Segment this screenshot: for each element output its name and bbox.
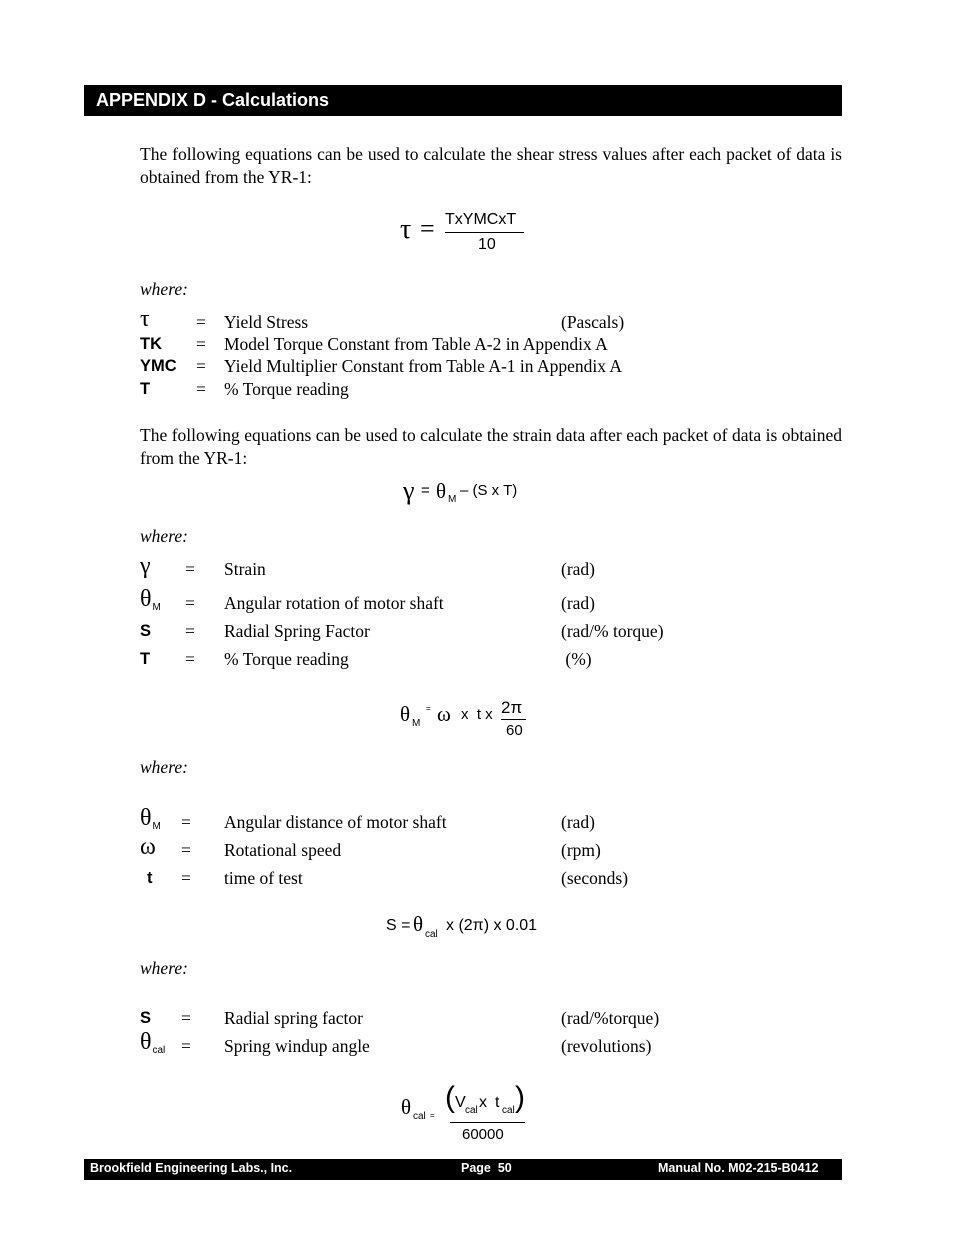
formula-denominator: 60000 <box>462 1126 504 1143</box>
formula-v: V <box>455 1094 466 1111</box>
intro-paragraph-shear-stress: The following equations can be used to calculate the shear stress values after each packet of data is obtained from the YR-1: <box>140 144 842 187</box>
formula-equals: = <box>421 482 430 499</box>
page-footer <box>84 1159 842 1180</box>
footer-company: Brookfield Engineering Labs., Inc. <box>90 1161 293 1175</box>
fraction-line <box>445 232 524 233</box>
formula-subscript: M <box>412 718 421 729</box>
def-symbol: τ <box>140 306 150 332</box>
def-description: time of test <box>224 868 303 888</box>
where-label: where: <box>140 757 188 777</box>
def-description: Radial Spring Factor <box>224 621 370 641</box>
formula-subscript: cal <box>425 929 438 940</box>
def-description: Yield Stress <box>224 312 309 332</box>
def-description: Angular distance of motor shaft <box>224 812 447 832</box>
footer-page-number: Page 50 <box>461 1161 512 1175</box>
def-description: Angular rotation of motor shaft <box>224 593 444 613</box>
formula-t: t <box>495 1094 500 1111</box>
def-description: Strain <box>224 559 266 579</box>
def-description: % Torque reading <box>224 379 349 399</box>
formula-lhs: S = <box>386 917 411 934</box>
formula-omega-symbol: ω <box>437 702 451 726</box>
def-equals: = <box>185 621 195 641</box>
def-equals: = <box>181 1036 191 1056</box>
formula-open-paren: ( <box>445 1081 455 1114</box>
def-equals: = <box>185 649 195 669</box>
def-symbol: TK <box>140 335 162 353</box>
def-equals: = <box>181 812 191 832</box>
formula-equals: = <box>420 214 435 243</box>
def-description: Yield Multiplier Constant from Table A-1 in Appendix A <box>224 356 623 376</box>
formula-theta-symbol: θ <box>401 1095 412 1119</box>
def-equals: = <box>185 593 195 613</box>
section-header-bar <box>84 85 842 116</box>
def-unit: (rad) <box>561 812 596 832</box>
formula-theta-symbol: θ <box>413 912 424 936</box>
fraction-line <box>501 719 526 720</box>
formula-subscript: M <box>448 494 457 505</box>
def-equals: = <box>181 868 191 888</box>
formula-times: x <box>479 1094 487 1111</box>
def-symbol: T <box>140 380 151 398</box>
formula-denominator: 60 <box>506 722 523 739</box>
formula-t-subscript: cal <box>502 1105 515 1116</box>
def-symbol: $\theta_{cal}$ <box>140 1029 166 1056</box>
def-unit: (Pascals) <box>561 312 625 332</box>
where-label: where: <box>140 279 188 299</box>
intro-paragraph-strain: The following equations can be used to calculate the strain data after each packet of data is obtained from the YR-1: <box>140 425 842 468</box>
def-unit: (rad) <box>561 559 596 579</box>
def-equals: = <box>196 312 206 332</box>
def-unit: (revolutions) <box>561 1036 652 1056</box>
def-description: Model Torque Constant from Table A-2 in Appendix A <box>224 334 608 354</box>
def-equals: = <box>196 334 206 354</box>
footer-manual-number: Manual No. M02-215-B0412 <box>658 1161 819 1175</box>
def-symbol: ω <box>140 834 156 860</box>
def-unit: (rpm) <box>561 840 601 860</box>
def-equals: = <box>196 379 206 399</box>
def-description: Radial spring factor <box>224 1008 363 1028</box>
def-symbol: S <box>140 1009 152 1027</box>
where-label: where: <box>140 526 188 546</box>
def-symbol: γ <box>140 553 151 579</box>
def-symbol: t <box>147 869 153 887</box>
formula-denominator: 10 <box>478 236 496 253</box>
def-equals: = <box>181 1008 191 1028</box>
formula-gamma-symbol: γ <box>403 476 415 505</box>
def-symbol: $\theta_M$ <box>140 586 161 613</box>
def-description: Rotational speed <box>224 840 342 860</box>
where-label: where: <box>140 958 188 978</box>
formula-tau-symbol: τ <box>400 214 412 245</box>
formula-equals: = <box>426 704 431 713</box>
def-unit: (rad/% torque) <box>561 621 664 641</box>
def-description: % Torque reading <box>224 649 349 669</box>
formula-subscript: cal <box>413 1111 426 1122</box>
def-unit: (seconds) <box>561 868 629 888</box>
formula-rest: – (S x T) <box>460 482 518 499</box>
formula-equals: = <box>430 1111 435 1120</box>
formula-rest: x (2π) x 0.01 <box>446 917 538 934</box>
section-title: APPENDIX D - Calculations <box>96 90 330 110</box>
formula-numerator: TxYMCxT <box>445 211 517 228</box>
formula-numerator: 2π <box>501 698 523 717</box>
formula-multiplier: x t x <box>461 706 493 723</box>
formula-theta-symbol: θ <box>436 479 447 503</box>
formula-theta-symbol: θ <box>400 702 411 726</box>
def-equals: = <box>181 840 191 860</box>
def-unit: (%) <box>561 649 592 669</box>
def-symbol: YMC <box>140 357 177 375</box>
def-symbol: $\theta_M$ <box>140 805 161 832</box>
def-description: Spring windup angle <box>224 1036 370 1056</box>
def-unit: (rad) <box>561 593 596 613</box>
def-equals: = <box>196 356 206 376</box>
def-equals: = <box>185 559 195 579</box>
formula-v-subscript: cal <box>465 1105 478 1116</box>
def-symbol: S <box>140 622 152 640</box>
def-symbol: T <box>140 650 151 668</box>
fraction-line <box>450 1122 525 1123</box>
def-unit: (rad/%torque) <box>561 1008 660 1028</box>
formula-close-paren: ) <box>515 1081 525 1114</box>
